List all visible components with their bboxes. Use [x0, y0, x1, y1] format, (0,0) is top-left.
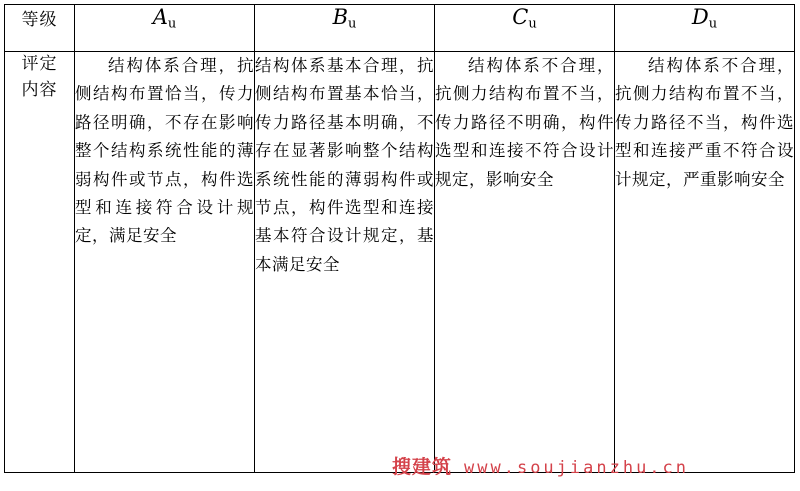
watermark-url: www.soujianzhu.cn — [464, 458, 690, 478]
row-label-line-1: 评定 — [21, 54, 58, 74]
header-cell-du — [615, 5, 795, 52]
header-cell-cu — [435, 5, 615, 52]
symbol-du: $D_u$ — [691, 5, 718, 32]
symbol-au: $A_u$ — [152, 5, 177, 32]
cell-content-au: 结构体系合理，抗侧结构布置恰当，传力路径明确，不存在影响整个结构系统性能的薄弱构件或节点，构件选型和连接符合设计规定，满足安全 — [75, 52, 255, 473]
grade-evaluation-table — [4, 4, 795, 473]
header-cell-grade: 等级 — [5, 5, 75, 52]
header-cell-bu — [255, 5, 435, 52]
symbol-cu: $C_u$ — [512, 5, 537, 32]
row-label-line-2: 内容 — [21, 79, 58, 100]
header-cell-au — [75, 5, 255, 52]
symbol-bu: $B_u$ — [332, 5, 357, 32]
row-label-evaluation-content — [5, 52, 75, 473]
table-row — [5, 52, 795, 473]
cell-content-bu: 结构体系基本合理，抗侧结构布置基本恰当，传力路径基本明确，不存在显著影响整个结构系统性能的薄弱构件或节点，构件选型和连接基本符合设计规定，基本满足安全 — [255, 52, 435, 473]
watermark-brand: 搜建筑 — [392, 456, 453, 478]
table-header-row — [5, 5, 795, 52]
cell-content-du: 结构体系不合理，抗侧力结构布置不当，传力路径不当，构件选型和连接严重不符合设计规定，严重影响安全 — [615, 52, 795, 473]
cell-content-cu: 结构体系不合理，抗侧力结构布置不当，传力路径不明确，构件选型和连接不符合设计规定，影响安全 — [435, 52, 615, 473]
